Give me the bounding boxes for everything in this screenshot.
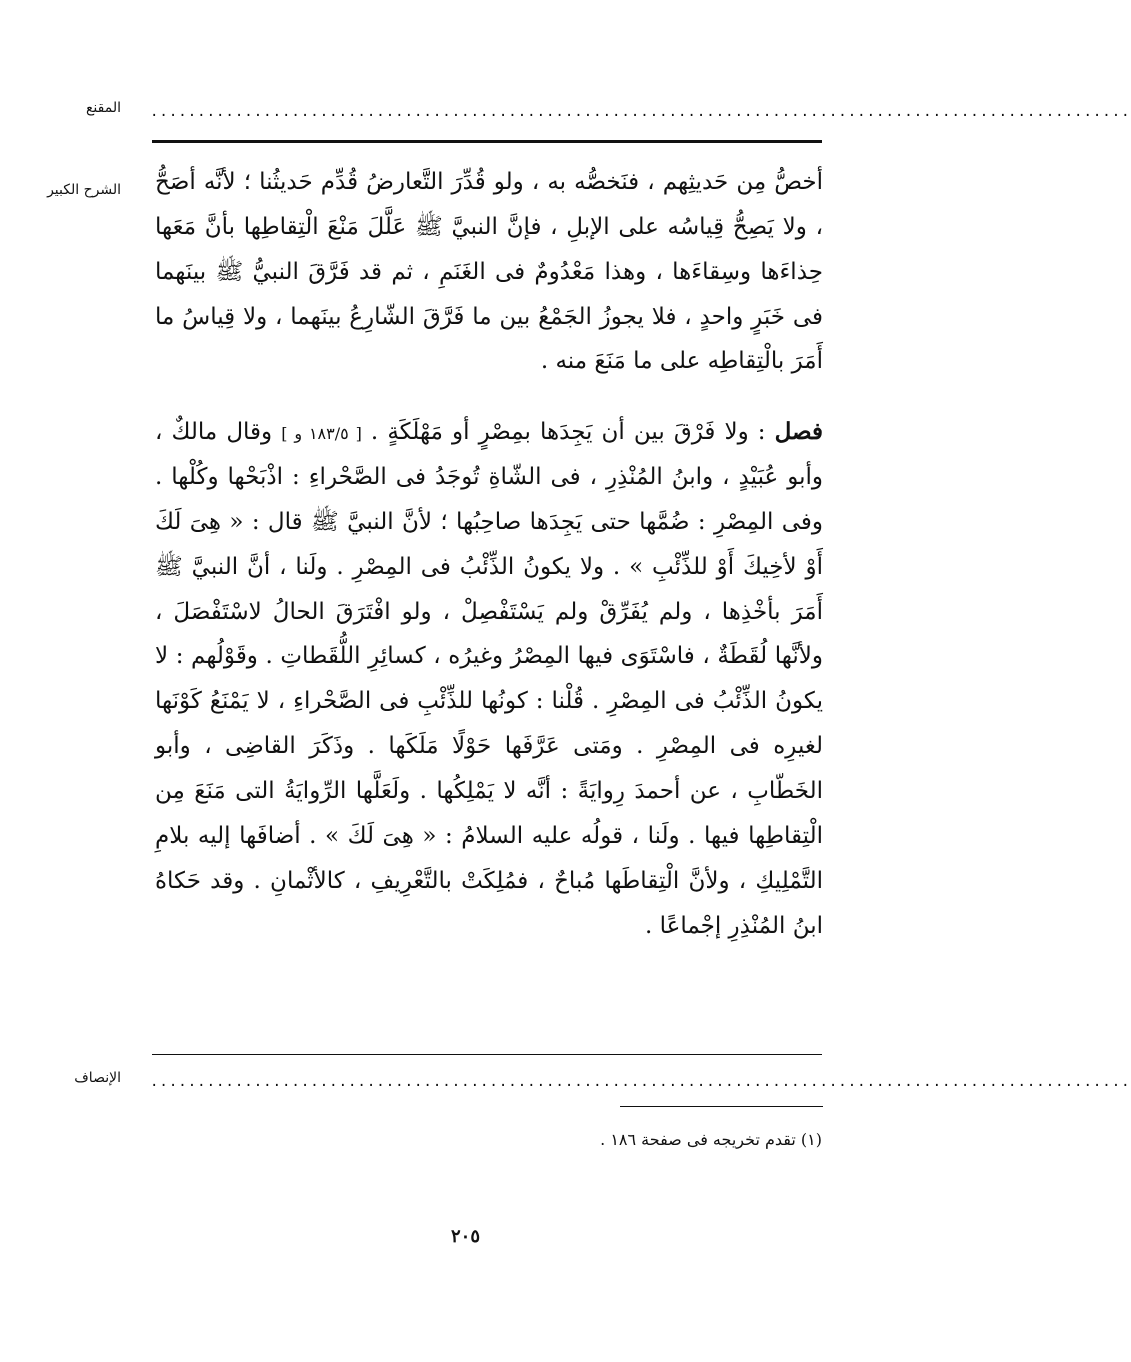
main-text	[155, 160, 823, 948]
section-heading: فصل	[774, 418, 823, 446]
paragraph-2	[155, 410, 823, 948]
bottom-dotted-leader: ........................................................................................................	[150, 1074, 1131, 1090]
commentary-label: الشرح الكبير	[47, 182, 121, 198]
header-dotted-leader: ........................................................................................................	[150, 104, 1131, 120]
page-number: ٢٠٥	[450, 1226, 480, 1247]
insaf-label: الإنصاف	[74, 1070, 121, 1086]
paragraph-2-body: وقال مالكٌ ، وأبو عُبَيْدٍ ، وابنُ المُنْذِرِ ، فى الشّاةِ تُوجَدُ فى الصَّحْراءِ : اذْبَحْها وكُلْها . وفى المِصْرِ : ضُمَّها حتى يَجِدَها صاحِبُها ؛ لأنَّ النبيَّ ﷺ قال : « هِىَ لَكَ أَوْ لأخِيكَ أَوْ للذِّئْبِ » . ولا يكونُ الذِّئْبُ فى المِصْرِ . ولَنا ، أنَّ النبيَّ ﷺ أَمَرَ بأخْذِها ، ولم يُفَرِّقْ ولم يَسْتَفْصِلْ ، ولو افْتَرَقَ الحالُ لاسْتَفْصَلَ ، ولأنَّها لُقَطَةٌ ، فاسْتَوَى فيها المِصْرُ وغيرُه ، كسائِرِ اللُّقَطاتِ . وقَوْلُهم : لا يكونُ الذِّئْبُ فى المِصْرِ . قُلْنا : كونُها للذِّئْبِ فى الصَّحْراءِ ، لا يَمْنَعُ كَوْنَها لغيرِه فى المِصْرِ . ومَتى عَرَّفَها حَوْلًا مَلَكَها . وذَكَرَ القاضِى ، وأبو الخَطّابِ ، عن أحمدَ رِوايَةً : أنَّه لا يَمْلِكُها . ولَعَلَّها الرِّوايَةُ التى مَنَعَ مِن الْتِقاطِها فيها . ولَنا ، قولُه عليه السلامُ : « هِىَ لَكَ » . أضافَها إليه بلامِ التَّمْلِيكِ ، ولأنَّ الْتِقاطَها مُباحٌ ، فمُلِكَتْ بالتَّعْرِيفِ ، كالأثْمانِ . وقد حَكاهُ ابنُ المُنْذِرِ إجْماعًا .	[155, 419, 823, 939]
book-name-label: المقنع	[85, 100, 121, 116]
paragraph-1: أخصُّ مِن حَديثِهم ، فنَخصُّه به ، ولو قُدِّرَ التَّعارضُ قُدِّم حَديثُنا ؛ لأنَّه أصَحُّ ، ولا يَصِحُّ قِياسُه على الإبلِ ، فإنَّ النبيَّ ﷺ عَلَّلَ مَنْعَ الْتِقاطِها بأنَّ مَعَها حِذاءَها وسِقاءَها ، وهذا مَعْدُومٌ فى الغَنَمِ ، ثم قد فَرَّقَ النبيُّ ﷺ بينَهما فى خَبَرٍ واحدٍ ، فلا يجوزُ الجَمْعُ بين ما فَرَّقَ الشّارِعُ بينَهما ، ولا قِياسُ ما أَمَرَ بالْتِقاطِه على ما مَنَعَ منه .	[155, 169, 823, 375]
manuscript-reference: [ ١٨٣/٥ و ]	[281, 424, 362, 444]
footnote: (١) تقدم تخريجه فى صفحة ١٨٦ .	[600, 1130, 822, 1149]
bottom-rule	[152, 1054, 822, 1055]
paragraph-2-opening: : ولا فَرْقَ بين أن يَجِدَها بمِصْرٍ أو مَهْلَكَةٍ .	[370, 419, 766, 446]
footnote-rule	[620, 1106, 823, 1107]
header-rule	[152, 140, 822, 143]
